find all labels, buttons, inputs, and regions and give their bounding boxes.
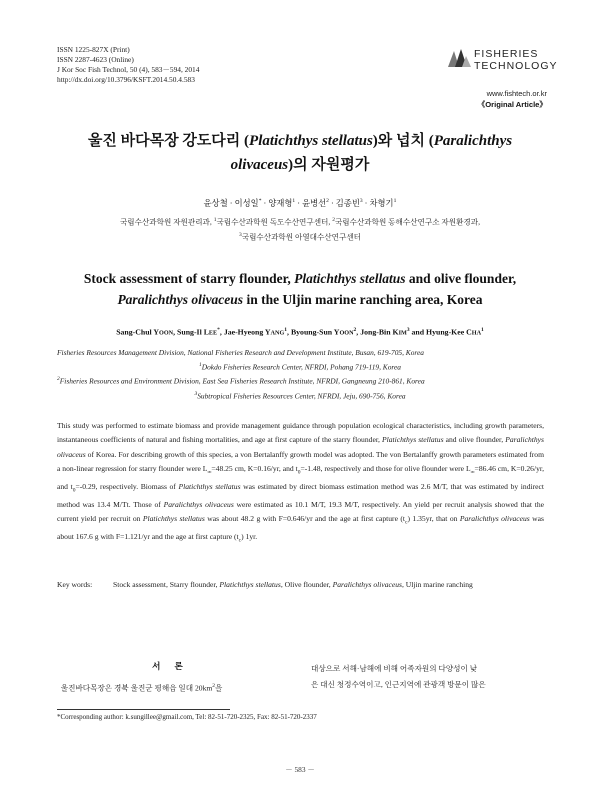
- keyword: , Uljin marine ranching: [402, 580, 473, 589]
- author-sup: *: [217, 327, 220, 333]
- abstract-subscript: 0: [72, 487, 76, 494]
- affiliation: 국립수산과학원 자원관리과,: [119, 217, 214, 227]
- footnote-divider: [57, 709, 230, 710]
- author-name: 차형기: [369, 199, 394, 208]
- intro-text: 대상으로 서해·남해에 비해 어족자원의 다양성이 낮: [311, 664, 478, 673]
- abstract-species: Platichthys stellatus: [142, 513, 205, 523]
- author-sup: 1: [393, 198, 397, 205]
- korean-title-species-2: Paralichthys: [433, 133, 513, 149]
- author-last-rest: EE: [208, 329, 218, 337]
- english-title-part: Stock assessment of starry flounder,: [83, 271, 295, 286]
- abstract: [57, 419, 544, 547]
- issn-online: ISSN 2287-4623 (Online): [57, 55, 134, 64]
- affiliation-text: Dokdo Fisheries Research Center, NFRDI, Pohang 719-119, Korea: [201, 362, 401, 372]
- author-first: Jong-Bin: [360, 327, 393, 337]
- abstract-species: Paralichthys olivaceus: [57, 435, 545, 459]
- korean-title-part: )와 넙치 (: [372, 133, 434, 149]
- logo-line-1: FISHERIES: [474, 48, 539, 60]
- intro-sup: 2: [212, 683, 216, 689]
- keywords-text: [113, 578, 544, 592]
- affiliation-0: Fisheries Resources Management Division, National Fisheries Research and Development Institute, Busan, 619-705, Korea: [57, 348, 425, 357]
- author-name: 이성일: [234, 199, 259, 208]
- issn-print: ISSN 1225-827X (Print): [57, 45, 130, 54]
- author-sup: 3: [406, 327, 410, 333]
- keyword-species: Paralichthys olivaceus: [332, 580, 402, 589]
- korean-title-species-2b: olivaceus: [230, 157, 289, 173]
- author-name: 양재형: [268, 199, 293, 208]
- affiliation-text: Subtropical Fisheries Resources Center, NFRDI, Jeju, 690-756, Korea: [197, 391, 406, 401]
- article-type: 《Original Article》: [477, 100, 547, 109]
- affiliation: 국립수산과학원 동해수산연구소 자원환경과,: [334, 217, 481, 227]
- author-sup: 2: [353, 327, 357, 333]
- intro-column-1: [57, 680, 287, 695]
- author-sup: 1: [292, 198, 296, 205]
- english-affiliations: [57, 346, 543, 402]
- author-last-initial: Y: [264, 327, 271, 337]
- abstract-text: =-0.29, respectively. Biomass of: [75, 481, 179, 491]
- author-sup: *: [258, 198, 262, 205]
- abstract-species: Platichthys stellatus: [178, 481, 241, 491]
- author-first: Sang-Chul: [116, 327, 154, 337]
- english-title-part: in the Uljin marine ranching area, Korea: [243, 292, 483, 307]
- keyword: Stock assessment, Starry flounder,: [113, 580, 220, 589]
- abstract-species: Paralichthys olivaceus: [459, 513, 530, 523]
- abstract-text: =-1.48, respectively and those for olive flounder were L: [300, 463, 471, 473]
- abstract-text: =86.46 cm, K=0.26/yr, and t: [57, 463, 544, 491]
- author-last-initial: Y: [153, 327, 160, 337]
- journal-website[interactable]: www.fishtech.or.kr: [486, 89, 547, 98]
- author-first: Byoung-Sun: [290, 327, 334, 337]
- english-title: [40, 268, 560, 310]
- abstract-text: of Korea. For describing growth of this species, a von Bertalanffy growth model was adopted. The von Bertalanffy growth parameters estimated from a non-linear regression for starry flounder were L: [57, 449, 544, 473]
- keywords-label: Key words:: [57, 580, 93, 589]
- keywords: [57, 578, 544, 592]
- english-title-species-1: Platichthys stellatus: [294, 271, 406, 286]
- korean-title-part: )의 자원평가: [288, 157, 370, 173]
- korean-title: [40, 129, 560, 177]
- korean-title-species-1: Platichthys stellatus: [249, 133, 373, 149]
- author-last-initial: Y: [333, 327, 340, 337]
- abstract-text: ) 1.35yr, that on: [407, 513, 460, 523]
- author-sup: 1: [481, 327, 484, 333]
- keyword-species: Platichthys stellatus: [219, 580, 281, 589]
- affiliation: 국립수산과학원 독도수산연구센터,: [216, 217, 333, 227]
- english-title-species-2: Paralichthys olivaceus: [117, 292, 244, 307]
- korean-authors: 윤상철 · 이성일* · 양재형$^1$ · 윤병선$^2$ · 김종빈$^3$ · 차형기$^1$: [203, 198, 397, 208]
- author-sup: 1: [284, 327, 288, 333]
- author-and: and: [411, 327, 425, 337]
- korean-title-part: 울진 바다목장 강도다리 (: [87, 133, 250, 149]
- journal-citation: J Kor Soc Fish Technol, 50 (4), 583－594, 2014: [57, 65, 200, 74]
- affiliation-sup: 2: [57, 376, 60, 383]
- abstract-species: Paralichthys olivaceus: [163, 499, 234, 509]
- affiliation-sup: 2: [332, 217, 335, 223]
- affiliation-2: [57, 373, 543, 387]
- affiliation-sup: 1: [213, 217, 217, 223]
- affiliation-text: Fisheries Resources and Environment Division, East Sea Fisheries Research Institute, NFRDI, Gangneung 210-861, Korea: [59, 376, 425, 386]
- abstract-subscript: 0: [297, 469, 301, 476]
- abstract-text: and olive flounder,: [443, 435, 506, 445]
- intro-text: 을: [215, 683, 223, 693]
- author-first: Hyung-Kee: [426, 327, 467, 337]
- intro-column-2: [311, 661, 544, 693]
- abstract-subscript: ∞: [470, 469, 475, 476]
- author-first: Jae-Hyeong: [223, 327, 265, 337]
- author-last-rest: OON: [159, 329, 174, 337]
- author-name: 윤병선: [302, 199, 327, 208]
- author-last-rest: HA: [471, 329, 482, 337]
- abstract-text: was about 48.2 g with F=0.646/yr and the age at first capture (t: [204, 513, 405, 523]
- author-last-initial: L: [203, 327, 209, 337]
- abstract-subscript: c: [405, 519, 408, 526]
- intro-text: 은 대신 청정수역이고, 인근지역에 관광객 방문이 많은: [311, 680, 486, 689]
- intro-heading: 서 론: [152, 661, 189, 671]
- abstract-text: ) 1yr.: [241, 531, 258, 541]
- fish-logo-icon: [446, 47, 472, 69]
- corresponding-author-footnote: *Corresponding author: k.sungillee@gmail.com, Tel: 82-51-720-2325, Fax: 82-51-720-2337: [57, 713, 317, 721]
- abstract-text: was estimated by direct biomass estimation method was 2.6 M/T, that was estimated by indirect method was 13.4 M/Tt. Those of: [57, 481, 544, 509]
- abstract-subscript: ∞: [207, 469, 212, 476]
- author-sup: 3: [359, 198, 363, 205]
- affiliation: 국립수산과학원 아열대수산연구센터: [241, 232, 361, 242]
- author-last-rest: IM: [398, 329, 407, 337]
- author-last-rest: OON: [339, 329, 354, 337]
- abstract-text: =48.25 cm, K=0.16/yr, and t: [211, 463, 298, 473]
- korean-affiliations: [40, 214, 560, 243]
- author-last-initial: C: [466, 327, 472, 337]
- author-first: Sung-Il: [177, 327, 204, 337]
- logo-text: [474, 48, 558, 72]
- logo-line-2: TECHNOLOGY: [474, 60, 558, 72]
- page-number: － 583 －: [285, 765, 315, 774]
- doi-link[interactable]: http://dx.doi.org/10.3796/KSFT.2014.50.4.583: [57, 75, 195, 84]
- author-sup: 2: [326, 198, 329, 205]
- intro-text: 울진바다목장은 경북 울진군 평해읍 일대 20km: [60, 683, 213, 693]
- abstract-species: Platichthys stellatus: [382, 435, 444, 445]
- journal-metadata: [57, 45, 199, 85]
- affiliation-sup: 1: [199, 362, 202, 368]
- abstract-subscript: c: [238, 537, 242, 544]
- author-name: 김종빈: [335, 199, 360, 208]
- abstract-text: This study was performed to estimate biomass and provide management guidance through population ecological characteristics, including growth parameters, instantaneous coefficients of natural and fishing mortalities, and age at first capture of the starry flounder,: [57, 421, 544, 445]
- affiliation-sup: 3: [238, 231, 242, 238]
- abstract-text: was about 167.6 g with F=1.121/yr and the age at first capture (t: [57, 513, 544, 541]
- author-name: 윤상철: [203, 199, 228, 208]
- affiliation-sup: 3: [194, 390, 198, 397]
- english-title-part: and olive flounder,: [405, 271, 517, 286]
- author-last-initial: K: [392, 327, 399, 337]
- author-last-rest: ANG: [270, 329, 285, 337]
- keyword: , Olive flounder,: [280, 580, 333, 589]
- english-authors: Sang-Chul YOON, Sung-Il LEE*, Jae-Hyeong YANG$^1$, Byoung-Sun YOON$^2$, Jong-Bin KIM$^3$ and Hyung-Kee CHA$^1$: [116, 327, 484, 337]
- affiliation-1: [57, 359, 543, 373]
- abstract-text: were estimated as 10.1 M/T, 19.3 M/T, respectively. An yield per recruit analysis showed that the current yield per recruit on: [57, 499, 544, 523]
- affiliation-3: [57, 388, 543, 402]
